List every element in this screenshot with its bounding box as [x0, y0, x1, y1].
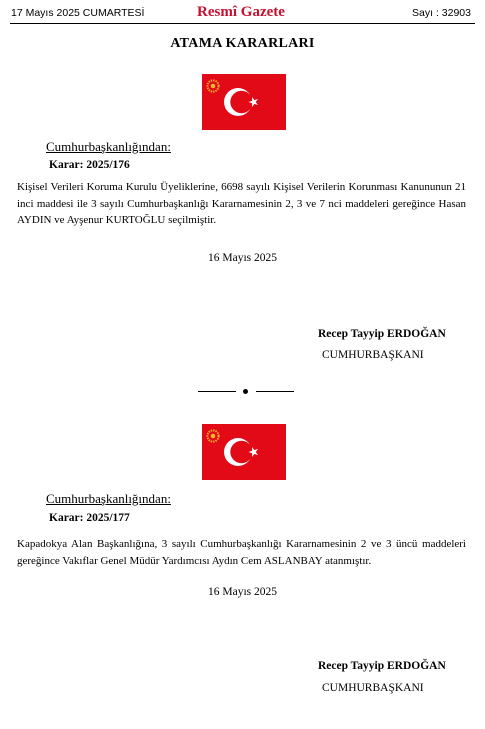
issue-number: Sayı : 32903	[412, 7, 471, 19]
issue-date: 17 Mayıs 2025 CUMARTESİ	[11, 7, 145, 19]
section-title: ATAMA KARARLARI	[170, 36, 315, 51]
gazette-title: Resmî Gazete	[197, 4, 285, 20]
turkish-flag-emblem-icon	[202, 74, 286, 130]
signer-name: Recep Tayyip ERDOĞAN	[318, 328, 446, 340]
turkish-flag-emblem-icon	[202, 424, 286, 480]
issuer-label: Cumhurbaşkanlığından:	[46, 491, 171, 506]
gazette-header	[11, 4, 471, 22]
signer-name: Recep Tayyip ERDOĞAN	[318, 660, 446, 672]
decision-text: Kişisel Verileri Koruma Kurulu Üyeliklerine, 6698 sayılı Kişisel Verilerin Korunması Kanununun 21 inci maddesi ile 3 sayılı Cumhurbaşkanlığı Kararnamesinin 2, 3 ve 7 nci maddeleri gereğince Hasan AYDIN ve Ayşenur KURTOĞLU seçilmiştir.	[17, 181, 466, 226]
decision-date: 16 Mayıs 2025	[208, 252, 277, 264]
issuer-label: Cumhurbaşkanlığından:	[46, 139, 171, 154]
separator-dot-icon	[243, 389, 248, 394]
decision-date: 16 Mayıs 2025	[208, 586, 277, 598]
separator	[198, 389, 294, 395]
header-rule	[10, 23, 475, 24]
decision-number: Karar: 2025/176	[49, 159, 130, 171]
signer-role: CUMHURBAŞKANI	[322, 682, 424, 694]
signer-role: CUMHURBAŞKANI	[322, 349, 424, 361]
decision-number: Karar: 2025/177	[49, 512, 130, 524]
decision-text: Kapadokya Alan Başkanlığına, 3 sayılı Cumhurbaşkanlığı Kararnamesinin 2 ve 3 üncü maddeleri gereğince Vakıflar Genel Müdür Yardımcısı Aydın Cem ASLANBAY atanmıştır.	[17, 538, 466, 567]
